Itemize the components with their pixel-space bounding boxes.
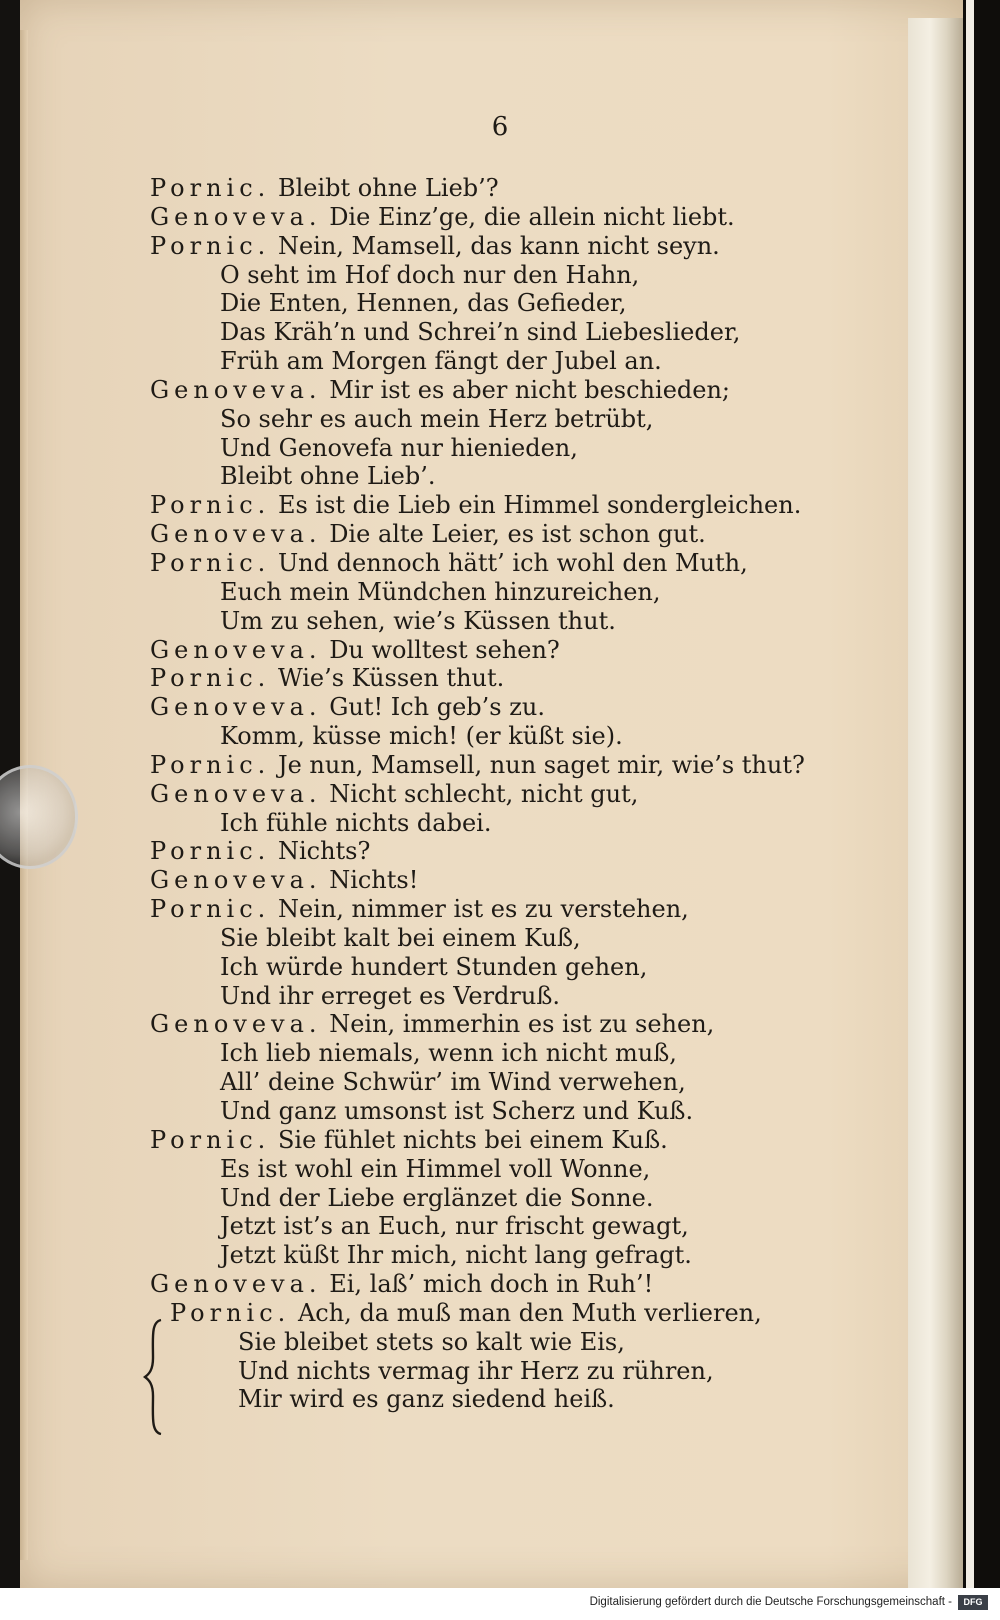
line-text: Nicht schlecht, nicht gut,: [329, 779, 639, 808]
speaker-line: [150, 693, 890, 722]
line-text: Nein, Mamsell, das kann nicht seyn.: [277, 231, 720, 260]
speaker-name: Pornic.: [150, 174, 271, 202]
verse-line: [150, 1241, 890, 1270]
verse-line: [150, 434, 890, 463]
speaker-line: [150, 636, 890, 665]
line-text: Und ganz umsonst ist Scherz und Kuß.: [220, 1097, 694, 1125]
footer-credit: Digitalisierung gefördert durch die Deutsche Forschungsgemeinschaft -: [589, 1596, 952, 1608]
line-text: Ach, da muß man den Muth verlieren,: [297, 1298, 762, 1327]
speaker-name: Genoveva.: [150, 635, 322, 664]
speaker-name: Pornic.: [150, 491, 271, 520]
line-text: Komm, küsse mich! (er küßt sie).: [220, 722, 623, 751]
line-text: Euch mein Mündchen hinzureichen,: [220, 577, 661, 606]
speaker-line: [150, 491, 890, 520]
line-text: Bleibt ohne Lieb’?: [277, 174, 499, 202]
speaker-name: Genoveva.: [150, 1010, 322, 1039]
verse-line: [150, 607, 890, 636]
verse-line: [150, 1039, 890, 1068]
speaker-line: [150, 520, 890, 549]
verse-line: [150, 261, 890, 290]
line-text: Es ist wohl ein Himmel voll Wonne,: [220, 1154, 651, 1183]
speaker-line: [150, 866, 890, 895]
line-text: Ich lieb niemals, wenn ich nicht muß,: [220, 1039, 677, 1068]
speaker-name: Genoveva.: [150, 202, 322, 231]
verse-line: [150, 1385, 890, 1414]
line-text: Früh am Morgen fängt der Jubel an.: [220, 347, 662, 376]
speaker-name: Genoveva.: [150, 866, 322, 895]
verse-line: [150, 1184, 890, 1213]
verse-line: [150, 1328, 890, 1357]
speaker-name: Genoveva.: [150, 693, 322, 722]
speaker-line: [150, 1126, 890, 1155]
line-text: O seht im Hof doch nur den Hahn,: [220, 260, 640, 289]
line-text: Nein, nimmer ist es zu verstehen,: [277, 895, 689, 924]
speaker-line: [150, 664, 890, 693]
line-text: Je nun, Mamsell, nun saget mir, wie’s thut?: [277, 750, 805, 779]
speaker-line: [150, 232, 890, 261]
speaker-line: [150, 203, 890, 232]
speaker-line: [150, 549, 890, 578]
speaker-name: Genoveva.: [150, 375, 322, 404]
speaker-name: Pornic.: [150, 1125, 271, 1154]
line-text: Bleibt ohne Lieb’.: [220, 462, 436, 491]
verse-line: [150, 953, 890, 982]
verse-line: [150, 578, 890, 607]
line-text: Die alte Leier, es ist schon gut.: [329, 520, 706, 549]
verse-line: [150, 1068, 890, 1097]
speaker-line: [150, 780, 890, 809]
verse-line: [150, 722, 890, 751]
verse-line: [150, 1155, 890, 1184]
line-text: Das Kräh’n und Schrei’n sind Liebeslieder,: [220, 318, 741, 347]
line-text: Wie’s Küssen thut.: [277, 664, 505, 693]
line-text: Ei, laß’ mich doch in Ruh’!: [329, 1270, 654, 1299]
speaker-line: [150, 1299, 890, 1328]
verse-line: [150, 462, 890, 491]
verse-line: [150, 924, 890, 953]
verse-line: [150, 1212, 890, 1241]
line-text: Und nichts vermag ihr Herz zu rühren,: [238, 1356, 714, 1385]
binding-highlight: [966, 0, 974, 1588]
line-text: Nichts?: [277, 837, 371, 866]
speaker-line: [150, 174, 890, 203]
line-text: Die Einz’ge, die allein nicht liebt.: [329, 202, 735, 231]
speaker-line: [150, 837, 890, 866]
line-text: All’ deine Schwür’ im Wind verwehen,: [220, 1068, 686, 1097]
gutter-strip: [908, 18, 963, 1588]
speaker-line: [150, 376, 890, 405]
speaker-line: [150, 751, 890, 780]
line-text: Jetzt küßt Ihr mich, nicht lang gefragt.: [220, 1241, 692, 1270]
line-text: Mir wird es ganz siedend heiß.: [238, 1385, 615, 1414]
verse-line: [150, 347, 890, 376]
speaker-name: Genoveva.: [150, 1270, 322, 1299]
speaker-line: [150, 895, 890, 924]
speaker-line: [150, 1010, 890, 1039]
speaker-name: Genoveva.: [150, 520, 322, 549]
line-text: Nein, immerhin es ist zu sehen,: [329, 1010, 715, 1039]
speaker-name: Pornic.: [170, 1298, 291, 1327]
line-text: Gut! Ich geb’s zu.: [329, 693, 545, 722]
speaker-name: Pornic.: [150, 548, 271, 577]
line-text: Ich fühle nichts dabei.: [220, 808, 492, 837]
verse-line: [150, 1097, 890, 1126]
speaker-name: Pornic.: [150, 664, 271, 693]
speaker-name: Pornic.: [150, 231, 271, 260]
speaker-name: Genoveva.: [150, 779, 322, 808]
line-text: Und Genovefa nur hienieden,: [220, 433, 578, 462]
speaker-name: Pornic.: [150, 837, 271, 866]
line-text: Es ist die Lieb ein Himmel sondergleichen.: [277, 491, 802, 520]
verse-line: [150, 318, 890, 347]
line-text: Und ihr erreget es Verdruß.: [220, 981, 561, 1010]
line-text: Sie fühlet nichts bei einem Kuß.: [277, 1125, 668, 1154]
verse-line: [150, 809, 890, 838]
line-text: Mir ist es aber nicht beschieden;: [329, 375, 731, 404]
line-text: So sehr es auch mein Herz betrübt,: [220, 404, 654, 433]
verse-line: [150, 289, 890, 318]
speaker-name: Pornic.: [150, 750, 271, 779]
line-text: Um zu sehen, wie’s Küssen thut.: [220, 606, 616, 635]
speaker-name: Pornic.: [150, 895, 271, 924]
dialogue-text: [150, 174, 890, 1414]
speaker-line: [150, 1270, 890, 1299]
verse-line: [150, 982, 890, 1011]
line-text: Und dennoch hätt’ ich wohl den Muth,: [277, 548, 748, 577]
line-text: Sie bleibet stets so kalt wie Eis,: [238, 1327, 625, 1356]
verse-brace: [143, 1318, 167, 1436]
line-text: Und der Liebe erglänzet die Sonne.: [220, 1183, 654, 1212]
line-text: Ich würde hundert Stunden gehen,: [220, 952, 648, 981]
verse-line: [150, 405, 890, 434]
line-text: Die Enten, Hennen, das Gefieder,: [220, 289, 627, 318]
line-text: Nichts!: [329, 866, 419, 895]
line-text: Sie bleibt kalt bei einem Kuß,: [220, 923, 581, 952]
verse-line: [150, 1357, 890, 1386]
dfg-logo: DFG: [958, 1595, 988, 1610]
page-number: 6: [491, 112, 509, 142]
line-text: Jetzt ist’s an Euch, nur frischt gewagt,: [220, 1212, 689, 1241]
footer-bar: [0, 1588, 1000, 1620]
line-text: Du wolltest sehen?: [329, 635, 560, 664]
